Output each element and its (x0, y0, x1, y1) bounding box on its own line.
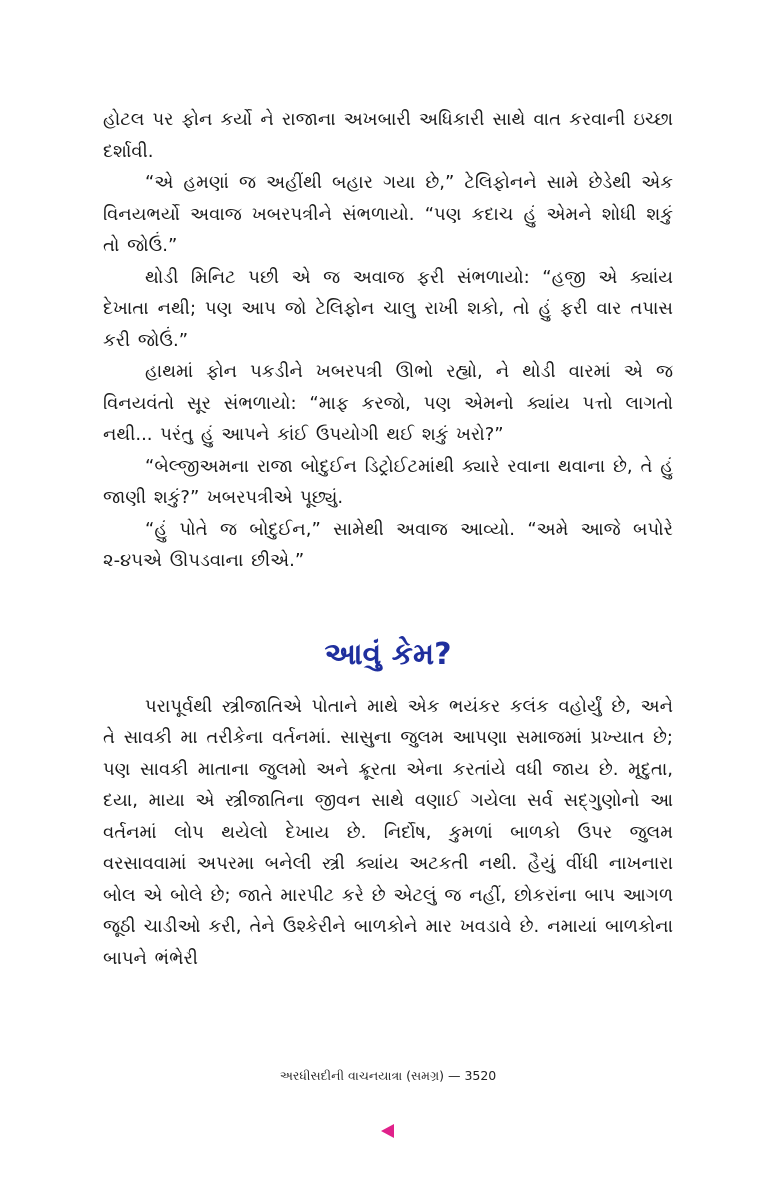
page-content (103, 104, 673, 974)
story-paragraph-2: “એ હમણાં જ અહીંથી બહાર ગયા છે,” ટેલિફોનને સામે છેડેથી એક વિનયભર્યો અવાજ ખબરપત્રીને સંભળાયો. “પણ કદાચ હું એમને શોધી શકું તો જોઉં.” (103, 172, 673, 256)
previous-page-icon[interactable] (381, 1124, 394, 1138)
story-paragraph-3: થોડી મિનિટ પછી એ જ અવાજ ફરી સંભળાયો: “હજી એ ક્યાંય દેખાતા નથી; પણ આપ જો ટેલિફોન ચાલુ રાખી શકો, તો હું ફરી વાર તપાસ કરી જોઉં.” (103, 266, 673, 351)
story-paragraph-1: હોટલ પર ફોન કર્યો ને રાજાના અખબારી અધિકારી સાથે વાત કરવાની ઇચ્છા દર્શાવી. (103, 109, 673, 162)
story-paragraph-5: “બેલ્જીઅમના રાજા બોદુઈન ડિટ્રોઈટમાંથી ક્યારે રવાના થવાના છે, તે હું જાણી શકું?” ખબરપત્રીએ પૂછ્યું. (103, 455, 673, 508)
section-title: આવું કેમ? (324, 636, 452, 672)
page-footer: અરધીસદીની વાચનયાત્રા (સમગ્ર) — 3520 (279, 1068, 497, 1083)
story-paragraph-6: “હું પોતે જ બોદુઈન,” સામેથી અવાજ આવ્યો. “અમે આજે બપોરે ૨-૪૫એ ઊપડવાના છીએ.” (103, 518, 673, 571)
section-paragraph: પરાપૂર્વથી સ્ત્રીજાતિએ પોતાને માથે એક ભયંકર કલંક વહોર્યું છે, અને તે સાવકી મા તરીકેના વર્તનમાં. સાસુના જુલમ આપણા સમાજમાં પ્રખ્યાત છે; પણ સાવકી માતાના જુલમો અને ક્રૂરતા એના કરતાંયે વધી જાય છે. મૃદુતા, દયા, માયા એ સ્ત્રીજાતિના જીવન સાથે વણાઈ ગયેલા સર્વ સદ્ગુણોનો આ વર્તનમાં લોપ થયેલો દેખાય છે. નિર્દોષ, કુમળાં બાળકો ઉપર જુલમ વરસાવવામાં અપરમા બનેલી સ્ત્રી ક્યાંય અટકતી નથી. હૈયું વીંધી નાખનારા બોલ એ બોલે છે; જાતે મારપીટ કરે છે એટલું જ નહીં, છોકરાંના બાપ આગળ જૂઠી ચાડીઓ કરી, તેને ઉશ્કેરીને બાળકોને માર ખવડાવે છે. નમાયાં બાળકોના બાપને ભંભેરી (103, 695, 673, 969)
story-paragraph-4: હાથમાં ફોન પકડીને ખબરપત્રી ઊભો રહ્યો, ને થોડી વારમાં એ જ વિનયવંતો સૂર સંભળાયો: “માફ કરજો, પણ એમનો ક્યાંય પત્તો લાગતો નથી... પરંતુ હું આપને કાંઈ ઉપયોગી થઈ શકું ખરો?” (103, 361, 673, 445)
